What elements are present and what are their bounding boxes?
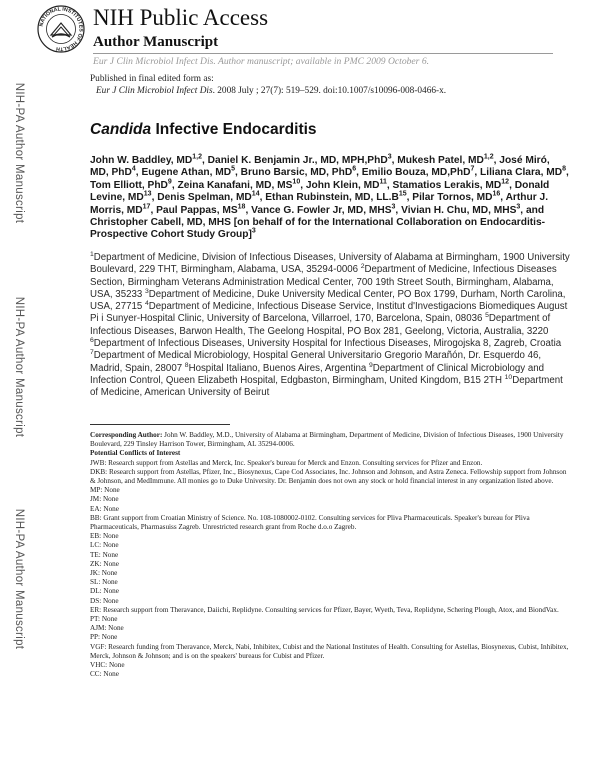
author-separator: , [493,155,500,166]
author-name: Vivian H. Chu, MD, MHS [401,204,517,216]
conflict-entry: TE: None [90,550,119,559]
author-separator: , [235,167,241,179]
corresponding-author [90,431,570,449]
corresponding-text: John W. Baddley, M.D., University of Alabama at Birmingham, Department of Medicine, Division of Infectious Diseases, 1900 University Boulevard, 229 Tinsley Harrison Tower, Birmingham, AL 35294-0006. [90,431,564,449]
author-separator: , [202,155,208,166]
affiliation-text: Department of Medical Microbiology, Hospital General Universitario Gregorio Marañón, Dr. Esquerdo 46, Madrid, Spain, 28007 [90,350,542,374]
author-separator: , [474,167,481,179]
affiliation-text: Hospital Italiano, Buenos Aires, Argentina [188,362,369,374]
author-list [90,155,570,242]
author-separator: , [151,192,158,204]
affiliation-text: Department of Medicine, Infectious Disease Service, Institut d'Investigacions Biomediques August Pi i Sunyer-Hospital Clinic, University of Barcelona, Villarroel, 170, Barcelona, Spain, 08036 [90,301,568,325]
conflict-entry: LC: None [90,541,119,550]
conflict-entry: VHC: None [90,661,125,670]
author-separator: , and [520,204,545,216]
author-separator: , [391,155,398,166]
footnotes [90,431,570,679]
author-affiliation-ref: 3 [516,203,521,211]
author-name: Paul Pappas, MS [156,204,238,216]
conflict-entry: ZK: None [90,559,119,568]
author-affiliation-ref: 4 [131,166,136,174]
author-affiliation-ref: 3 [387,153,392,161]
article-title [90,121,317,139]
author-name: Liliana Clara, MD [480,167,563,179]
author-name: Ethan Rubinstein, MD, LL.B [265,192,399,204]
conflict-entry: SL: None [90,578,118,587]
affiliation-text: Department of Clinical Microbiology and Infection Control, Queen Elizabeth Hospital, Edgbaston, Birmingham, United Kingdom, B15 2TH [90,362,544,386]
author-name: John W. Baddley, MD [90,155,193,166]
citation-journal: Eur J Clin Microbiol Infect Dis [96,86,213,96]
affiliation-text: Department of Infectious Diseases, Barwon Health, The Geelong Hospital, PO Box 281, Geelong, Victoria, Australia, 3220 [90,313,551,337]
author-name: Tom Elliott, PhD [90,179,168,191]
author-name: Vance G. Fowler Jr, MD, MHS [251,204,392,216]
header-journal-line: Eur J Clin Microbiol Infect Dis. Author manuscript; available in PMC 2009 October 6. [93,56,430,67]
author-name: Bruno Barsic, MD, PhD [240,167,353,179]
author-affiliation-ref: 5 [231,166,235,174]
affiliation-text: Department of Medicine, Duke University Medical Center, PO Box 1799, Durham, North Carolina, USA, 27715 [90,288,566,313]
citation-details: . 2008 July ; 27(7): 519–529. doi:10.1007/s10096-008-0466-x. [212,86,447,96]
author-affiliation-ref: 16 [492,190,501,198]
author-separator: , [259,192,266,204]
author-separator: , [500,192,506,204]
header-title: NIH Public Access [93,5,269,30]
author-separator: , [356,167,362,179]
author-affiliation-ref: 18 [237,203,246,211]
side-label-bottom: NIH-PA Author Manuscript [13,508,25,650]
conflict-entry: MP: None [90,486,120,495]
author-name: José Miró, MD, PhD [90,155,550,179]
conflict-entry: DL: None [90,587,119,596]
author-affiliation-ref: 6 [352,166,357,174]
affiliation-text: Department of Medicine, American University of Beirut [90,374,563,399]
author-name: Emilio Bouza, MD,PhD [361,167,471,179]
author-affiliation-ref: 9 [167,178,172,186]
footnote-separator [90,424,230,425]
affiliation-text: Department of Medicine, Division of Infectious Diseases, University of Alabama at Birmingham, 1900 University Boulevard, 229 THT, Birmingham, Alabama, USA, 35294-0006 [90,252,570,276]
author-separator: , [406,192,413,204]
affiliation-number: 10 [504,373,513,381]
conflict-entry: PT: None [90,615,118,624]
author-affiliation-ref: 11 [379,178,387,186]
author-separator: , [245,204,252,216]
article-title-rest: Infective Endocarditis [151,121,317,138]
author-name: Denis Spelman, MD [157,192,252,204]
conflict-entry: ER: Research support from Theravance, Daiichi, Replidyne. Consulting services for Pfizer, Bayer, Wyeth, Teva, Replidyne, Schering Plough, Atox, and BiondVax. [90,605,559,614]
conflict-entry: EB: None [90,532,119,541]
author-separator: , [509,179,515,191]
conflict-entry: PP: None [90,633,118,642]
conflict-entry: EA: None [90,504,119,513]
header-divider [93,53,553,54]
author-affiliation-ref: 15 [398,190,407,198]
author-affiliation-ref: 1,2 [192,153,202,161]
author-separator: , [300,179,306,191]
author-affiliation-ref: 17 [142,203,151,211]
conflict-entry: AJM: None [90,624,124,633]
author-name: Arthur J. Morris, MD [90,192,549,216]
header-subtitle: Author Manuscript [93,34,219,50]
article-title-italic: Candida [90,121,152,138]
conflict-entry: JM: None [90,495,119,504]
author-separator: , [150,204,157,216]
conflict-entry: DKB: Research support from Astellas, Pfizer, Inc., Biosynexus, Cape Cod Associates, Inc. Johnson and Johnson, and Astra Zeneca. Fellowship support from Johnson & Johnson, and MedImmune. All monies go to Duke University. Dr. Benjamin does not own any stock or hold financial interest in any organization listed above. [90,467,567,486]
author-name: Stamatios Lerakis, MD [392,179,502,191]
author-separator: , [135,167,142,179]
conflict-entry: JWB: Research support from Astellas and Merck, Inc. Speaker's bureau for Merck and Enzon. Consulting services for Pfizer and Enzon. [90,458,483,467]
citation [96,86,446,96]
affiliation-text: Department of Medicine, Infectious Diseases Section, Birmingham Veterans Administration Medical Center, 700 19th Street South, Birmingham, Alabama, USA, 35233 [90,264,557,300]
published-label: Published in final edited form as: [90,74,214,84]
conflict-entry: JK: None [90,569,118,578]
conflict-entry: DS: None [90,596,119,605]
side-label-top: NIH-PA Author Manuscript [13,82,25,224]
author-name: Mukesh Patel, MD [397,155,484,166]
affiliation-number: 3 [144,287,149,295]
affiliation-number: 7 [90,349,94,357]
affiliation-number: 5 [485,312,489,320]
affiliation-number: 9 [368,361,373,369]
author-affiliation-ref: 10 [292,178,301,186]
author-affiliation-ref: 1,2 [483,153,494,161]
author-separator: , [386,179,393,191]
author-affiliation-ref: 13 [143,190,152,198]
affiliation-list [90,252,570,400]
author-separator: , [171,179,178,191]
conflicts-heading: Potential Conflicts of Interest [90,449,181,458]
author-name: Zeina Kanafani, MD, MS [177,179,293,191]
affiliation-number: 1 [90,250,94,258]
corresponding-label: Corresponding Author: [90,431,163,439]
author-affiliation-ref: 3 [251,228,256,236]
conflicts-list [90,459,570,680]
author-name: Donald Levine, MD [90,179,550,204]
author-affiliation-ref: 14 [251,190,260,198]
affiliation-number: 4 [144,299,149,307]
author-affiliation-ref: 3 [391,203,396,211]
author-separator: , [395,204,402,216]
author-name: Pilar Tornos, MD [412,192,493,204]
affiliation-number: 8 [184,361,189,369]
affiliation-number: 2 [360,263,365,271]
conflict-entry: VGF: Research funding from Theravance, Merck, Nabi, Inhibitex, Cubist and the National Institutes of Health. Consulting for Astellas, Biosynexus, Cubist, Inhibitex, Merck, Johnson & Johnson; and is on the speakers' bureaus for Cubist and Pfizer. [90,642,569,660]
author-affiliation-ref: 8 [562,166,567,174]
conflict-entry: CC: None [90,670,119,679]
author-name: Daniel K. Benjamin Jr., MD, MPH,PhD [207,155,388,166]
affiliation-text: Department of Infectious Diseases, University Hospital for Infectious Diseases, Mirogojska 8, Zagreb, Croatia [93,338,562,350]
nih-seal-logo [37,5,85,53]
side-label-middle: NIH-PA Author Manuscript [13,296,25,438]
author-separator: , [566,167,569,179]
author-affiliation-ref: 12 [501,178,510,186]
author-name: Eugene Athan, MD [141,167,232,179]
conflict-entry: BB: Grant support from Croatian Ministry of Science. No. 108-1080002-0102. Consulting services for Pliva Pharmaceuticals. Speaker's bureau for Pliva Pharmaceuticals, Pharmasuiss Zagreb. Unrestricted research grant from Roche d.o.o Zagreb. [90,513,530,532]
author-name: John Klein, MD [305,179,380,191]
author-affiliation-ref: 7 [470,166,475,174]
affiliation-number: 6 [90,336,94,344]
svg-text:NATIONAL INSTITUTES OF HEALTH: NATIONAL INSTITUTES OF HEALTH [38,6,84,52]
author-name: Christopher Cabell, MD, MHS [on behalf of for the International Collaboration on Endocarditis-Prospective Cohort Study Group] [90,217,546,241]
